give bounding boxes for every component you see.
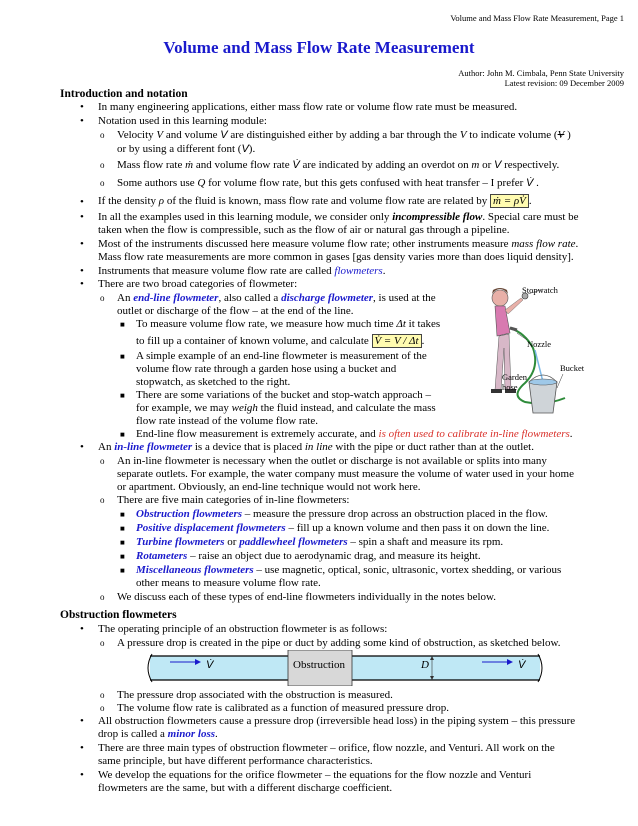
bullet-icon: • xyxy=(80,278,84,290)
pipe-diameter-label: D xyxy=(421,659,429,671)
sub-bullet-icon: o xyxy=(100,293,105,303)
square-bullet-icon: ■ xyxy=(120,538,125,547)
bullet-icon: • xyxy=(80,265,84,277)
square-bullet-icon: ■ xyxy=(120,320,125,329)
figure-label-nozzle: Nozzle xyxy=(527,339,552,349)
bullet-icon: • xyxy=(80,211,84,223)
sub-bullet-icon: o xyxy=(100,690,105,700)
endline-variation-line-2: for example, we may weigh the fluid instead, and calculate the mass xyxy=(136,402,436,414)
sub-bullet-icon: o xyxy=(100,130,105,140)
intro-categories-line: There are two broad categories of flowmeter: xyxy=(98,278,298,290)
endline-measure-line: To measure volume flow rate, we measure how much time Δt it takes xyxy=(136,318,441,330)
section-heading-intro: Introduction and notation xyxy=(60,88,188,100)
bucket-icon xyxy=(529,382,557,413)
figure-label-stopwatch: Stopwatch xyxy=(522,285,558,295)
inline-categories-line: There are five main categories of in-line flowmeters: xyxy=(117,494,350,506)
bucket-rim xyxy=(529,379,557,385)
obstruction-step-2: The pressure drop associated with the obstruction is measured. xyxy=(117,689,393,701)
author-line: Author: John M. Cimbala, Penn State University xyxy=(458,68,624,78)
sub-bullet-icon: o xyxy=(100,703,105,713)
category-turbine: Turbine flowmeters or paddlewheel flowmeters – spin a shaft and measure its rpm. xyxy=(136,536,504,548)
obstruction-step-3: The volume flow rate is calibrated as a function of measured pressure drop. xyxy=(117,702,450,714)
obstruction-loss-line-2: drop is called a minor loss. xyxy=(98,728,218,740)
pipe-flow-label-left: V̇ xyxy=(206,659,214,671)
inline-discuss-line: We discuss each of these types of end-line flowmeters individually in the notes below. xyxy=(117,591,497,603)
pipe-obstruction-label: Obstruction xyxy=(293,659,345,671)
running-header: Volume and Mass Flow Rate Measurement, Page 1 xyxy=(450,13,624,23)
sub-bullet-icon: o xyxy=(100,160,105,170)
obstruction-types-line-1: There are three main types of obstruction flowmeter – orifice, flow nozzle, and Venturi. All work on the xyxy=(98,742,555,754)
inline-intro-line: An in-line flowmeter is a device that is placed in line with the pipe or duct rather than at the outlet. xyxy=(98,441,534,453)
obstruction-principle-line: The operating principle of an obstruction flowmeter is as follows: xyxy=(98,623,388,635)
revision-line: Latest revision: 09 December 2009 xyxy=(504,78,624,88)
intro-bullet-2: Notation used in this learning module: xyxy=(98,115,267,127)
hose-nozzle xyxy=(510,328,517,330)
category-miscellaneous-line-2: other means to measure volume flow rate. xyxy=(136,577,321,589)
bullet-icon: • xyxy=(80,742,84,754)
square-bullet-icon: ■ xyxy=(120,552,125,561)
intro-instruments-line: Most of the instruments discussed here measure volume flow rate; other instruments measure mass flow rate. xyxy=(98,238,579,250)
bullet-icon: • xyxy=(80,196,84,208)
endline-measure-line-2: to fill up a container of known volume, and calculate V̇ = V / Δt . xyxy=(136,335,425,347)
pipe-flow-label-right: V̇ xyxy=(518,659,526,671)
obstruction-pipe-diagram xyxy=(140,650,550,686)
sub-bullet-icon: o xyxy=(100,638,105,648)
obstruction-types-line-2: same principle, but have different performance characteristics. xyxy=(98,755,373,767)
obstruction-equations-line-1: We develop the equations for the orifice flowmeter – the equations for the flow nozzle and Venturi xyxy=(98,769,532,781)
endline-accuracy-line: End-line flow measurement is extremely accurate, and is often used to calibrate in-line flowmeters. xyxy=(136,428,573,440)
bucket-stopwatch-figure xyxy=(455,278,595,423)
intro-bullet-1: In many engineering applications, either mass flow rate or volume flow rate must be measured. xyxy=(98,101,518,113)
sub-bullet-icon: o xyxy=(100,178,105,188)
volume-flow-equation-box: V̇ = V / Δt xyxy=(372,334,422,348)
page-title: Volume and Mass Flow Rate Measurement xyxy=(163,38,475,57)
bullet-icon: • xyxy=(80,623,84,635)
sub-bullet-icon: o xyxy=(100,495,105,505)
square-bullet-icon: ■ xyxy=(120,566,125,575)
endline-example-line-1: A simple example of an end-line flowmeter is measurement of the xyxy=(136,350,427,362)
inline-necessary-line-3: or apartment. Obviously, an end-line technique would not work here. xyxy=(117,481,421,493)
category-rotameters: Rotameters – raise an object due to aerodynamic drag, and measure its height. xyxy=(136,550,481,562)
obstruction-equations-line-2: flowmeters are the same, but with a different discharge coefficient. xyxy=(98,782,393,794)
notation-velocity-line-2: or by using a different font (V). xyxy=(117,143,256,155)
intro-density-line: If the density ρ of the fluid is known, mass flow rate and volume flow rate are related by ṁ = ρV̇ . xyxy=(98,195,532,207)
bullet-icon: • xyxy=(80,715,84,727)
bullet-icon: • xyxy=(80,115,84,127)
obstruction-loss-line-1: All obstruction flowmeters cause a pressure drop (irreversible head loss) in the piping system – this pressure xyxy=(98,715,576,727)
bullet-icon: • xyxy=(80,238,84,250)
category-obstruction: Obstruction flowmeters – measure the pressure drop across an obstruction placed in the flow. xyxy=(136,508,548,520)
intro-flowmeters-line: Instruments that measure volume flow rate are called flowmeters. xyxy=(98,265,386,277)
category-miscellaneous: Miscellaneous flowmeters – use magnetic, optical, sonic, ultrasonic, vortex shedding, or various xyxy=(136,564,562,576)
inline-necessary-line-1: An in-line flowmeter is necessary when the outlet or discharge is not available or splits into many xyxy=(117,455,547,467)
square-bullet-icon: ■ xyxy=(120,510,125,519)
obstruction-step-1: A pressure drop is created in the pipe or duct by adding some kind of obstruction, as sketched below. xyxy=(117,637,561,649)
sub-bullet-icon: o xyxy=(100,592,105,602)
bullet-icon: • xyxy=(80,769,84,781)
endline-intro-line: An end-line flowmeter, also called a discharge flowmeter, is used at the xyxy=(117,292,436,304)
intro-incompressible-line: In all the examples used in this learning module, we consider only incompressible flow. Special care must be xyxy=(98,211,579,223)
notation-velocity-line: Velocity V and volume V are distinguished either by adding a bar through the V to indicate volume (V ) xyxy=(117,129,571,141)
person-head xyxy=(492,290,508,306)
figure-label-bucket: Bucket xyxy=(560,363,585,373)
mass-flow-equation-box: ṁ = ρV̇ xyxy=(490,194,529,208)
endline-example-line-3: stopwatch, as sketched to the right. xyxy=(136,376,291,388)
bullet-icon: • xyxy=(80,441,84,453)
section-heading-obstruction: Obstruction flowmeters xyxy=(60,609,177,621)
square-bullet-icon: ■ xyxy=(120,524,125,533)
square-bullet-icon: ■ xyxy=(120,430,125,439)
intro-incompressible-line-2: taken when the flow is compressible, such as the flow of air or natural gas through a pipeline. xyxy=(98,224,510,236)
bucket-leader xyxy=(557,374,563,388)
sub-bullet-icon: o xyxy=(100,456,105,466)
endline-intro-line-2: outlet or discharge of the flow – at the end of the line. xyxy=(117,305,354,317)
endline-variation-line-1: There are some variations of the bucket and stop-watch approach – xyxy=(136,389,432,401)
notation-overdot-line: Mass flow rate ṁ and volume flow rate V̇ are indicated by adding an overdot on m or V respectively. xyxy=(117,159,560,171)
figure-label-hose: hose xyxy=(502,382,518,392)
figure-label-garden: Garden xyxy=(502,372,528,382)
category-positive-displacement: Positive displacement flowmeters – fill up a known volume and then pass it on down the line. xyxy=(136,522,550,534)
endline-variation-line-3: flow rate instead of the volume flow rate. xyxy=(136,415,319,427)
square-bullet-icon: ■ xyxy=(120,352,125,361)
intro-instruments-line-2: Mass flow rate measurements are more common in gases [gas density varies more than does liquid density]. xyxy=(98,251,574,263)
endline-example-line-2: volume flow rate through a garden hose using a bucket and xyxy=(136,363,397,375)
person-shoe-left xyxy=(491,389,502,393)
inline-necessary-line-2: separate outlets. For example, the water company must measure the volume of water used in your home xyxy=(117,468,574,480)
bullet-icon: • xyxy=(80,101,84,113)
water-stream xyxy=(535,350,543,382)
square-bullet-icon: ■ xyxy=(120,391,125,400)
notation-q-line: Some authors use Q for volume flow rate, but this gets confused with heat transfer – I prefer V̇ . xyxy=(117,177,539,189)
